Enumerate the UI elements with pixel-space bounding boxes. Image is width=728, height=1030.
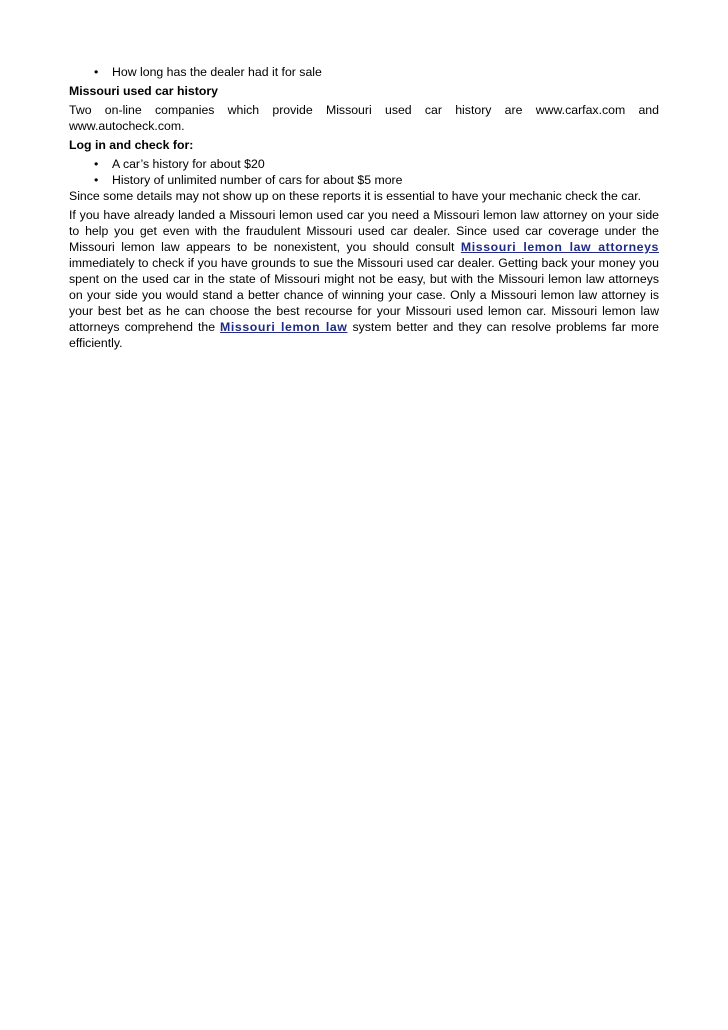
lemon-law-paragraph (69, 207, 659, 351)
missouri-lemon-law-attorneys-link[interactable]: Missouri lemon law attorneys (460, 240, 659, 254)
check-bullet-list (69, 156, 659, 188)
list-item (94, 156, 659, 172)
lemon-law-text-part1: If you have already landed a Missouri lemon used car you need a Missouri lemon law attorney on your side to help you get even with the fraudulent Missouri used car dealer. Since used car coverage under the Missouri lemon law appears to be nonexistent, you should consult (69, 208, 659, 254)
list-item-text: History of unlimited number of cars for about $5 more (112, 173, 403, 187)
missouri-lemon-law-link[interactable]: Missouri lemon law (220, 320, 348, 334)
section-heading-check: Log in and check for: (69, 138, 194, 152)
lemon-law-text-part2: immediately to check if you have grounds to sue the Missouri used car dealer. Getting back your money you spent on the used car in the state of Missouri might not be easy, but with the Missouri lemon law attorneys on your side you would stand a better chance of winning your case. Only a Missouri lemon law attorney is your best bet as he can choose the best recourse for your Missouri used lemon car. Missouri lemon law attorneys comprehend the (69, 256, 659, 334)
lemon-law-text-part3: system better and they can resolve problems far more efficiently. (69, 320, 660, 350)
bullet-icon: • (94, 173, 99, 187)
history-paragraph (69, 102, 659, 134)
section-heading-history: Missouri used car history (69, 84, 218, 98)
history-paragraph-line2: www.autocheck.com. (69, 119, 185, 133)
document-page (69, 64, 659, 354)
mechanic-paragraph: Since some details may not show up on these reports it is essential to have your mechanic check the car. (69, 189, 642, 203)
history-paragraph-line1: Two on-line companies which provide Missouri used car history are www.carfax.com and (69, 103, 659, 117)
list-item-text: How long has the dealer had it for sale (112, 65, 322, 79)
list-item-text: A car’s history for about $20 (112, 157, 265, 171)
list-item (94, 64, 659, 80)
top-bullet-list (69, 64, 659, 80)
list-item (94, 172, 659, 188)
bullet-icon: • (94, 65, 99, 79)
bullet-icon: • (94, 157, 99, 171)
